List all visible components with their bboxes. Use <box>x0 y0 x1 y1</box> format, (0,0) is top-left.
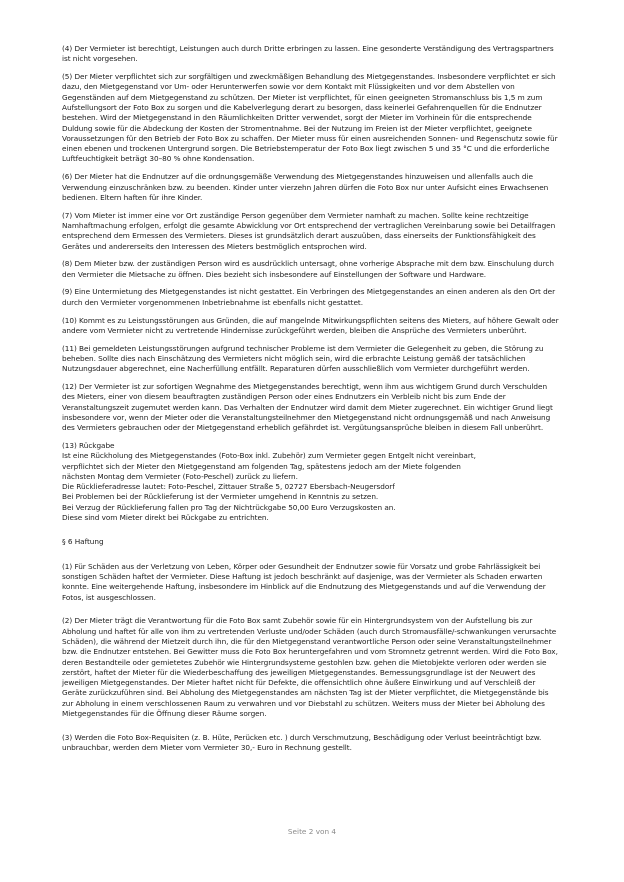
return-line: verpflichtet sich der Mieter den Mietgegenstand am folgenden Tag, spätestens jedoch am der Miete folgenden <box>62 461 461 471</box>
paragraph-8: (8) Dem Mieter bzw. der zuständigen Person wird es ausdrücklich untersagt, ohne vorherige Absprache mit dem bzw. Einschulung durch den Vermieter die Mietsache zu öffnen. Dies bezieht sich insbesondere auf Einstellungen der Software und Hardware. <box>62 259 554 279</box>
paragraph-6: (6) Der Mieter hat die Endnutzer auf die ordnungsgemäße Verwendung des Mietgegenstandes hinzuweisen und allenfalls auch die Verwendung einzuschränken bzw. zu beenden. Kinder unter vierzehn Jahren dürfen die Foto Box nur unter Aufsicht eines Erwachsenen bedienen. Eltern haften für ihre Kinder. <box>62 172 549 202</box>
page-number: Seite 2 von 4 <box>287 827 337 836</box>
return-line: Ist eine Rückholung des Mietgegenstandes (Foto-Box inkl. Zubehör) zum Vermieter gegen Entgelt nicht vereinbart, <box>62 451 476 461</box>
liability-paragraph-1: (1) Für Schäden aus der Verletzung von Leben, Körper oder Gesundheit der Endnutzer sowie für Vorsatz und grobe Fahrlässigkeit bei sonstigen Schäden haftet der Vermieter. Diese Haftung ist jedoch beschränkt auf dasjenige, was der Vermieter als Schaden erwarten konnte. Eine weitergehende Haftung, insbesondere im Hinblick auf die Endnutzung des Mietgegenstands und auf die Verwendung der Fotos, ist ausgeschlossen. <box>62 561 546 602</box>
paragraph-4: (4) Der Vermieter ist berechtigt, Leistungen auch durch Dritte erbringen zu lassen. Eine gesonderte Verständigung des Vertragspartners ist nicht vorgesehen. <box>62 44 554 64</box>
paragraph-7: (7) Vom Mieter ist immer eine vor Ort zuständige Person gegenüber dem Vermieter namhaft zu machen. Sollte keine rechtzeitige Namhaftmachung erfolgen, erfolgt die gesamte Abwicklung vor Ort entsprechend der vertraglichen Vereinbarung sowie bei Detailfragen entsprechend dem Ermessen des Vermieters. Dieses ist grundsätzlich derart auszuüben, dass einerseits der Funktionsfähigkeit des Gerätes und andererseits den Interessen des Mieters bestmöglich entsprochen wird. <box>62 210 556 251</box>
return-line: Bei Problemen bei der Rücklieferung ist der Vermieter umgehend in Kenntnis zu setzen. <box>62 492 379 502</box>
return-line: Bei Verzug der Rücklieferung fallen pro Tag der Nichtrückgabe 50,00 Euro Verzugskosten an. <box>62 502 396 512</box>
paragraph-5: (5) Der Mieter verpflichtet sich zur sorgfältigen und zweckmäßigen Behandlung des Mietgegenstandes. Insbesondere verpflichtet er sich dazu, den Mietgegenstand vor Um- oder Herunterwerfen sowie vor dem Kontakt mit Flüssigkeiten und vor dem Abstellen von Gegenständen auf dem Mietgegenstand zu schützen. Der Mieter ist verpflichtet, für einen geeigneten Stromanschluss bis 1,5 m zum Aufstellungsort der Foto Box zu sorgen und die Kabelverlegung derart zu besorgen, dass keinerlei Gefahrenquellen für die Endnutzer bestehen. Wird der Mietgegenstand in den Räumlichkeiten Dritter verwendet, sorgt der Mieter im Vorhinein für die entsprechende Duldung sowie für die Abdeckung der Kosten der Stromentnahme. Bei der Nutzung im Freien ist der Mieter verpflichtet, geeignete Voraussetzungen für den Betrieb der Foto Box zu schaffen. Der Mieter muss für einen ausreichenden Sonnen- und Regenschutz sowie für einen ebenen und trockenen Untergrund sorgen. Die Betriebstemperatur der Foto Box liegt zwischen 5 und 35 °C und die erforderliche Luftfeuchtigkeit beträgt 30–80 % ohne Kondensation. <box>62 72 558 164</box>
section-heading-liability: § 6 Haftung <box>62 536 104 546</box>
paragraph-10: (10) Kommt es zu Leistungsstörungen aus Gründen, die auf mangelnde Mitwirkungspflichten seitens des Mieters, auf höhere Gewalt oder andere vom Vermieter nicht zu vertretende Hindernisse zurückgeführt werden, bleiben die Ansprüche des Vermieters unberührt. <box>62 315 559 335</box>
paragraph-13-return <box>62 441 562 523</box>
return-line: (13) Rückgabe <box>62 441 115 450</box>
liability-paragraph-2: (2) Der Mieter trägt die Verantwortung für die Foto Box samt Zubehör sowie für ein Hintergrundsystem von der Aufstellung bis zur Abholung und haftet für alle von ihm zu vertretenden Verluste und/oder Schäden (auch durch Stromausfälle/-schwankungen verursachte Schäden), die während der Mietzeit durch ihn, die für den Mietgegenstand verantwortliche Person oder seine Veranstaltungsteilnehmer bzw. die Endnutzer entstehen. Bei Gewitter muss die Foto Box heruntergefahren und vom Stromnetz getrennt werden. Wird die Foto Box, deren Bestandteile oder gemietetes Zubehör wie Hintergrundsysteme gestohlen bzw. gehen die Mietobjekte verloren oder werden sie zerstört, haftet der Mieter für die Wiederbeschaffung des jeweiligen Mietgegenstandes. Bemessungsgrundlage ist der Neuwert des jeweiligen Mietgegenstandes. Der Mieter haftet nicht für Defekte, die offensichtlich ohne äußere Einwirkung und auf Verschleiß der Geräte zurückzuführen sind. Bei Abholung des Mietgegenstandes am nächsten Tag ist der Mieter verpflichtet, die Mietgegenstände bis zur Abholung in einem verschlossenen Raum zu verwahren und vor Diebstahl zu schützen. Weiters muss der Mieter bei Abholung des Mietgegenstandes für die Öffnung dieser Räume sorgen. <box>62 616 558 719</box>
paragraph-12: (12) Der Vermieter ist zur sofortigen Wegnahme des Mietgegenstandes berechtigt, wenn ihm aus wichtigem Grund durch Verschulden des Mieters, einer von diesem beauftragten zuständigen Person oder eines Endnutzers ein Verbleib nicht bis zum Ende der Veranstaltungszeit zugemutet werden kann. Das Verhalten der Endnutzer wird damit dem Mieter zugerechnet. Ein wichtiger Grund liegt insbesondere vor, wenn der Mieter oder die Veranstaltungsteilnehmer den Mietgegenstand nicht ordnungsgemäß und nach Anweisung des Vermieters gebrauchen oder der Mietgegenstand erheblich gefährdet ist. Vergütungsansprüche bleiben in diesem Fall unberührt. <box>62 382 553 433</box>
return-line: nächsten Montag dem Vermieter (Foto-Peschel) zurück zu liefern. <box>62 471 298 481</box>
document-page <box>62 44 562 761</box>
paragraph-9: (9) Eine Untermietung des Mietgegenstandes ist nicht gestattet. Ein Verbringen des Mietgegenstandes an einen anderen als den Ort der durch den Vermieter vorgenommenen Inbetriebnahme ist ebenfalls nicht gestattet. <box>62 287 556 307</box>
return-line: Die Rücklieferadresse lautet: Foto-Peschel, Zittauer Straße 5, 02727 Ebersbach-Neugersdorf <box>62 482 395 492</box>
liability-paragraph-3: (3) Werden die Foto Box-Requisiten (z. B. Hüte, Perücken etc. ) durch Verschmutzung, Beschädigung oder Verlust beeinträchtigt bzw. unbrauchbar, werden dem Mieter vom Vermieter 30,- Euro in Rechnung gestellt. <box>62 732 542 753</box>
paragraph-11: (11) Bei gemeldeten Leistungsstörungen aufgrund technischer Probleme ist dem Vermieter die Gelegenheit zu geben, die Störung zu beheben. Sollte dies nach Einschätzung des Vermieters nicht möglich sein, wird die erbrachte Leistung gemäß der tatsächlichen Nutzungsdauer abgerechnet, eine Nacherfüllung entfällt. Reparaturen dürfen ausschließlich vom Vermieter durchgeführt werden. <box>62 343 544 374</box>
return-line: Diese sind vom Mieter direkt bei Rückgabe zu entrichten. <box>62 513 269 523</box>
